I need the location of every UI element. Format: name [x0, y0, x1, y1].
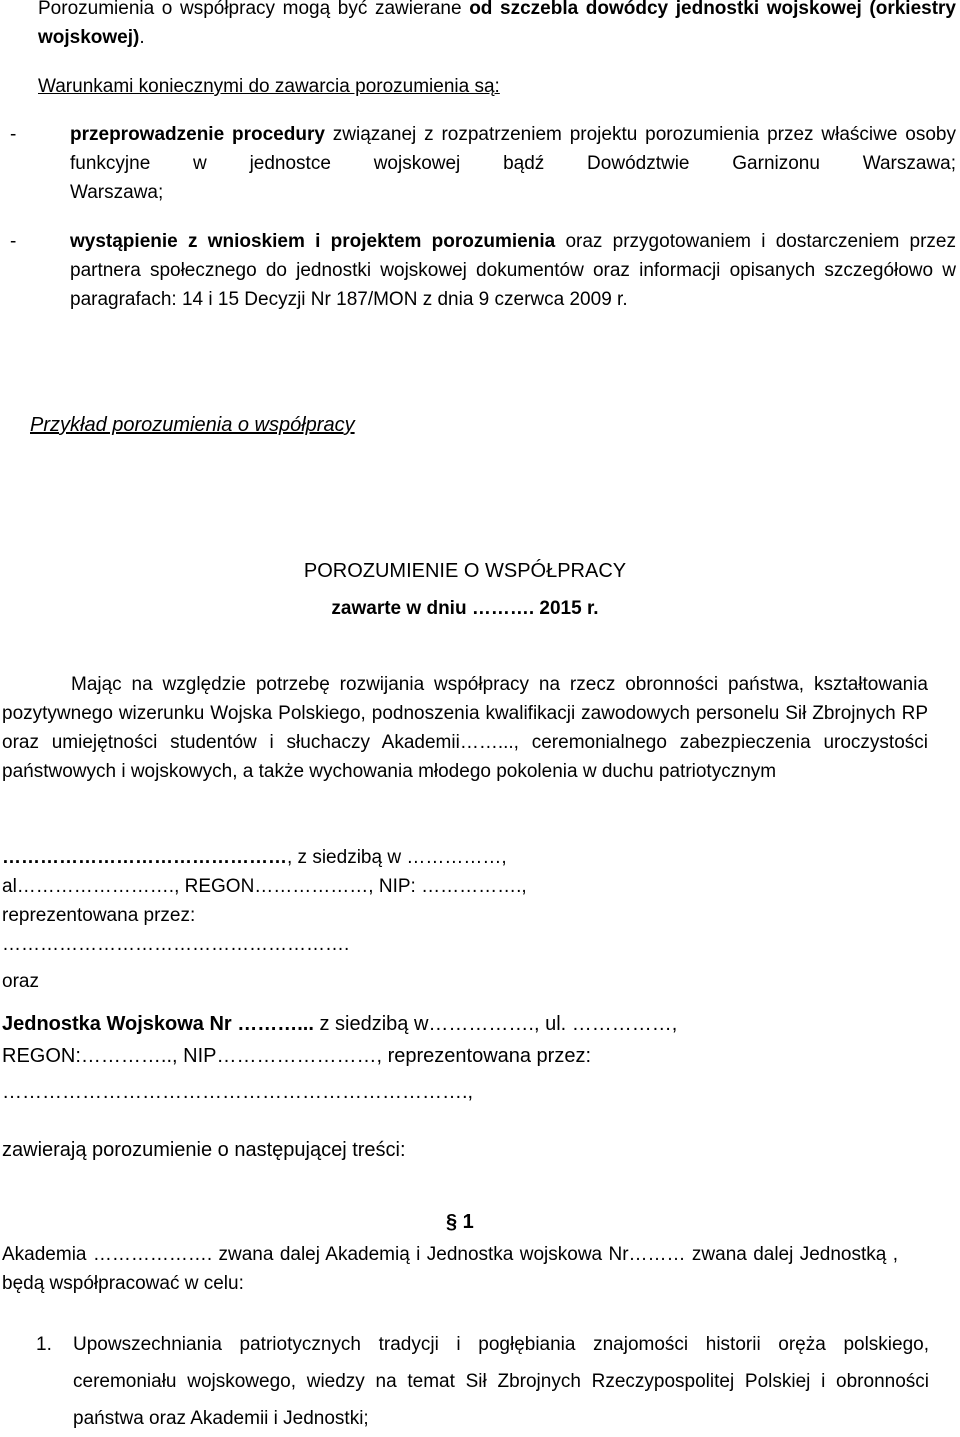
party-1-line-2: al……………………., REGON………………, NIP: …………….,	[2, 876, 527, 897]
dash-marker: -	[10, 124, 17, 145]
party-2-seat: z siedzibą w……………., ul. ……………,	[313, 1013, 678, 1035]
party-1-name-placeholder: ………………………………………	[2, 847, 287, 868]
condition-item-1-last-line: Warszawa;	[70, 182, 164, 203]
party-2-line-2: REGON:………….., NIP……………………, reprezentowana przez:	[2, 1045, 592, 1067]
agreement-title: POROZUMIENIE O WSPÓŁPRACY	[303, 560, 627, 582]
party-1-line-3: reprezentowana przez:	[2, 905, 196, 926]
and-word: oraz	[2, 971, 39, 992]
goal-number: 1.	[36, 1334, 52, 1355]
intro-bold-text: od szczebla dowódcy jednostki wojskowej (orkiestry wojskowej)	[38, 0, 956, 48]
condition-item-1-text	[70, 120, 956, 178]
dash-marker: -	[10, 231, 17, 252]
party-2-line-1	[2, 1010, 960, 1039]
party-1-line-1	[2, 843, 960, 872]
condition-item-2-text	[70, 227, 956, 314]
example-heading: Przykład porozumienia o współpracy	[30, 414, 355, 436]
agreement-date-line: zawarte w dniu ………. 2015 r.	[331, 598, 599, 619]
party-2-line-3: …………………………………………………………….,	[2, 1081, 474, 1103]
agreement-conclusion: zawierają porozumienie o następującej treści:	[2, 1139, 406, 1161]
goal-text: Upowszechniania patriotycznych tradycji i pogłębiania znajomości historii oręża polskiego, ceremoniału wojskowego, wiedzy na temat Sił Zbrojnych Rzeczypospolitej Polskiej i obronności państwa oraz Akademii i Jednostki;	[73, 1334, 929, 1429]
party-1-seat: , z siedzibą w ……………,	[287, 847, 507, 868]
intro-period: .	[139, 27, 145, 48]
condition-item-1-rest: związanej z rozpatrzeniem projektu porozumienia przez właściwe osoby funkcyjne w jednostce wojskowej bądź Dowództwie Garnizonu Warszawa;	[70, 124, 956, 174]
section-mark: § 1	[446, 1211, 474, 1233]
intro-paragraph	[38, 0, 956, 52]
intro-text: Porozumienia o współpracy mogą być zawierane	[38, 0, 462, 19]
section-text: Akademia ………………. zwana dalej Akademią i Jednostka wojskowa Nr……… zwana dalej Jednostką , będą współpracować w celu:	[2, 1244, 898, 1294]
condition-item-2-bold: wystąpienie z wnioskiem i projektem porozumienia	[70, 231, 556, 252]
conditions-heading: Warunkami koniecznymi do zawarcia porozumienia są:	[38, 76, 500, 97]
condition-item-1-bold: przeprowadzenie procedury	[70, 124, 325, 145]
party-2-name: Jednostka Wojskowa Nr ………...	[2, 1013, 314, 1035]
condition-item-2-rest: oraz przygotowaniem i dostarczeniem przez partnera społecznego do jednostki wojskowej dokumentów oraz informacji opisanych szczegółowo w paragrafach: 14 i 15 Decyzji Nr 187/MON z dnia 9 czerwca 2009 r.	[70, 231, 956, 310]
party-1-line-4: ……………………………………………….	[2, 934, 350, 955]
agreement-preamble: Mając na względzie potrzebę rozwijania współpracy na rzecz obronności państwa, kształtowania pozytywnego wizerunku Wojska Polskiego, podnoszenia kwalifikacji zawodowych personelu Sił Zbrojnych RP oraz umiejętności studentów i słuchaczy Akademii……..., ceremonialnego zabezpieczenia uroczystości państwowych i wojskowych, a także wychowania młodego pokolenia w duchu patriotycznym	[2, 674, 928, 782]
